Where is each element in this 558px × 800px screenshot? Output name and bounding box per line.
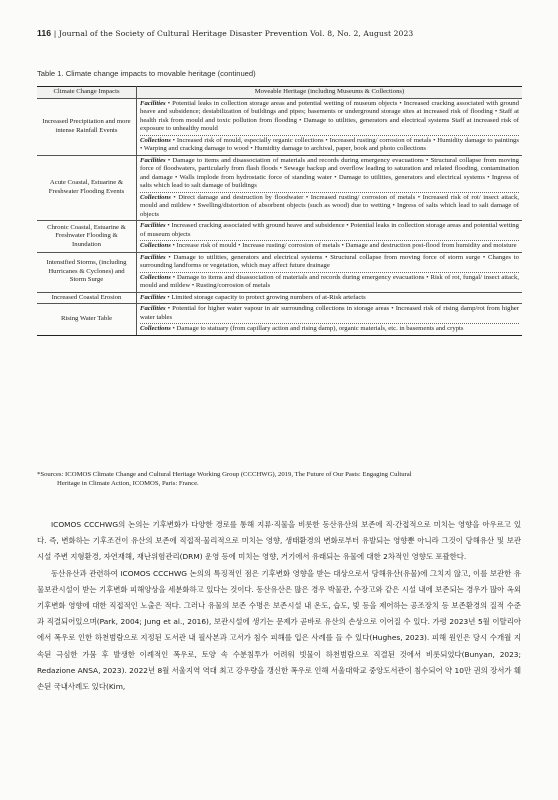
facilities-label: Facilities (140, 222, 166, 229)
impact-cell: Increased Coastal Erosion (37, 292, 137, 304)
collections-text: Collections • Increased risk of mould, especially organic collections • Increased rusting/ corrosion of metals • Humidity damage to paintings • Warping and cracking damage to wood • Humidity damage to archival, paper, book and photo collections (140, 136, 519, 152)
facilities-text: Facilities • Damage to items and disassociation of materials and records during emergency evacuations • Structural collapse from moving force of floodwaters, particularly from flash floods • Sewage backup and overflow leading to saturation and related flooding, contamination and damage • Walls implode from hydrostatic force of standing water • Damage to utilities, generators and electrical systems • Ingress of salts which lead to salt damage of buildings (140, 156, 519, 189)
facilities-label: Facilities (140, 293, 166, 301)
table-header-row (37, 87, 522, 99)
table-row (37, 304, 522, 336)
paragraph-2: 동산유산과 관련하여 ICOMOS CCCHWG 논의의 특징적인 점은 기후변화 영향을 받는 대상으로서 당해유산(유물)에 그치지 않고, 이를 보관한 유물보관시설이 받는 기후변화 피해양상을 세분화하고 있다는 것이다. 동산유산은 많은 경우 박물관, 수장고와 같은 시설 내에 보존되는 경우가 많아 옥외 기후변화 영향에 대한 직접적인 노출은 적다. 그러나 유물의 보존 수명은 보존시설 내 온도, 습도, 빛 등을 제어하는 공조장치 등 보존환경의 질적 수준과 직결되어있으며(Park, 2004; Jung et al., 2016), 보관시설에 생기는 문제가 곧바로 유산의 손상으로 이어질 수 있다. 가령 2023년 5월 이탈리아에서 폭우로 인한 하천범람으로 지정된 도서관 내 필사본과 고서가 침수 피해를 입은 사례를 들 수 있다(Hughes, 2023). 피해 원인은 당시 수개월 지속된 극심한 가뭄 후 발생한 이례적인 폭우로, 토양 속 수분침투가 어려워 빗물이 하천범람으로 직결된 것에서 비롯되었다(Bunyan, 2023; Redazione ANSA, 2023). 2022년 8월 서울지역 역대 최고 강우량을 갱신한 폭우로 인해 서울대학교 중앙도서관이 침수되어 약 10만 권의 장서가 훼손된 국내사례도 있다(Kim, (37, 568, 521, 692)
facilities-text: Facilities • Potential for higher water vapour in air surrounding collections in storage areas • Increased risk of rising damp/rot from higher water tables (140, 305, 519, 321)
collections-label: Collections (140, 273, 171, 281)
table-row (37, 98, 522, 155)
column-header-heritage: Moveable Heritage (including Museums & Collections) (137, 87, 523, 99)
table-source-note (37, 471, 517, 488)
running-header (37, 28, 413, 38)
collections-label: Collections (140, 136, 171, 144)
source-line-1: *Sources: ICOMOS Climate Change and Cultural Heritage Working Group (CCCHWG), 2019, The Future of Our Pasts: Engaging Cultural (37, 471, 412, 478)
facilities-text: Facilities • Increased cracking associated with ground heave and subsidence • Potential leaks in collection storage areas and potential wetting of museum objects (140, 222, 519, 238)
details-cell (137, 252, 523, 292)
details-cell (137, 292, 523, 304)
details-cell (137, 155, 523, 221)
facilities-text: Facilities • Potential leaks in collection storage areas and potential wetting of museum objects • Increased cracking associated with ground heave and subsidence; destabilization of buildings and pipes; basements or underground storage sites at increased risk of flooding • Staff at health risk from mould and toxic pollution from flooding • Damage to utilities, generators and electrical systems Staff at increased risk of exposure to unhealthy mould (140, 99, 519, 132)
facilities-label: Facilities (140, 156, 166, 164)
facilities-label: Facilities (140, 253, 166, 261)
collections-text: Collections • Increase risk of mould • Increase rusting/ corrosion of metals • Damage and destruction post-flood from humidity and moisture (140, 240, 519, 251)
collections-label: Collections (140, 242, 171, 249)
facilities-label: Facilities (140, 99, 166, 107)
collections-text: Collections • Damage to statuary (from capillary action and rising damp), organic materials, etc. in basements and crypts (140, 323, 519, 334)
impact-cell: Acute Coastal, Estuarine & Freshwater Flooding Events (37, 155, 137, 221)
collections-text: Collections • Direct damage and destruction by floodwater • Increased rusting/ corrosion of metals • Increased risk of rot/ insect attack, mould and mildew • Swelling/distortion of absorbent objects (such as wood) due to wetting • Ingress of salts which lead to salt damage of objects (140, 193, 519, 218)
collections-label: Collections (140, 325, 171, 332)
source-line-2: Heritage in Climate Action, ICOMOS, Paris: France. (57, 479, 199, 487)
facilities-text: Facilities • Limited storage capacity to protect growing numbers of at-Risk artefacts (140, 293, 366, 301)
table-caption: Table 1. Climate change impacts to movable heritage (continued) (37, 69, 256, 78)
facilities-label: Facilities (140, 305, 166, 312)
journal-title: | Journal of the Society of Cultural Heritage Disaster Prevention Vol. 8, No. 2, August 2023 (53, 29, 414, 38)
details-cell (137, 221, 523, 253)
impact-cell: Chronic Coastal, Estuarine & Freshwater Flooding & Inundation (37, 221, 137, 253)
table-row (37, 252, 522, 292)
impact-cell: Rising Water Table (37, 304, 137, 336)
details-cell (137, 98, 523, 155)
table-row (37, 292, 522, 304)
page-number: 116 (37, 28, 52, 38)
impacts-table (37, 86, 522, 336)
table-row (37, 221, 522, 253)
details-cell (137, 304, 523, 336)
impact-cell: Increased Precipitation and more intense Rainfall Events (37, 98, 137, 155)
impact-cell: Intensified Storms, (including Hurricanes & Cyclones) and Storm Surge (37, 252, 137, 292)
collections-label: Collections (140, 193, 171, 201)
facilities-text: Facilities • Damage to utilities, generators and electrical systems • Structural collapse from moving force of storm surge • Changes to surrounding landforms or vegetation, which may affect future drainage (140, 253, 519, 269)
paragraph-1: ICOMOS CCCHWG의 논의는 기후변화가 다양한 경로를 통해 지류·직물을 비롯한 동산유산의 보존에 직·간접적으로 미치는 영향을 아우르고 있다. 즉, 변화하는 기후조건이 유산의 보존에 직접적·물리적으로 미치는 영향, 생태환경의 변화로부터 유발되는 영향뿐 아니라 그것이 당해유산 및 보관시설 주변 지형환경, 자연재해, 재난위험관리(DRM) 운영 등에 미치는 영향, 거기에서 유래되는 유물에 대한 2차적인 영향도 포괄한다. (37, 520, 521, 562)
collections-text: Collections • Damage to items and disassociation of materials and records during emergency evacuations • Risk of rot, fungal/ insect attack, mould and mildew • Rusting/corrosion of metals (140, 273, 519, 289)
table-row (37, 155, 522, 221)
column-header-impacts: Climate Change Impacts (37, 87, 137, 99)
body-text (37, 517, 521, 695)
